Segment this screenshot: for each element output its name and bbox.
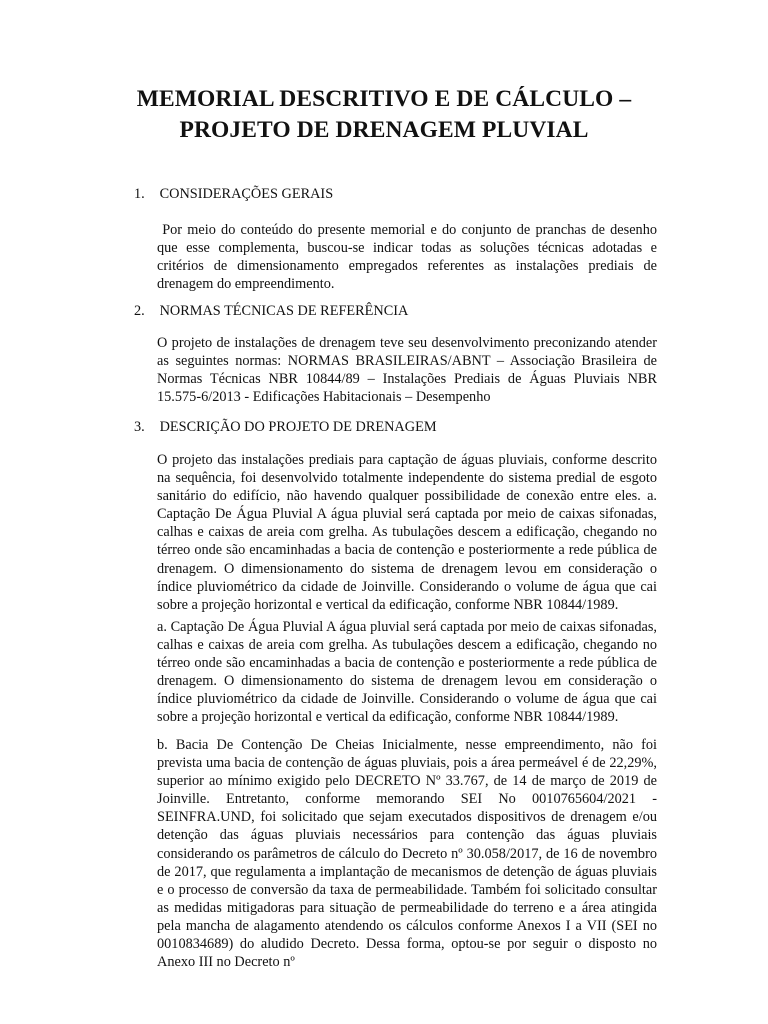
title-line-1: MEMORIAL DESCRITIVO E DE CÁLCULO – [136,86,632,112]
document-title [0,84,768,146]
section-number: 1. [134,186,145,202]
title-line-2: PROJETO DE DRENAGEM PLUVIAL [179,117,589,143]
section-title: NORMAS TÉCNICAS DE REFERÊNCIA [159,303,409,319]
section-title: CONSIDERAÇÕES GERAIS [159,186,334,202]
section-heading-2 [134,302,654,320]
section-number: 3. [134,419,145,435]
section-title: DESCRIÇÃO DO PROJETO DE DRENAGEM [159,419,437,435]
paragraph-3-2: a. Captação De Água Pluvial A água pluvial será captada por meio de caixas sifonadas, calhas e caixas de areia com grelha. As tubulações descem a edificação, chegando no térreo onde são encaminhadas a bacia de contenção e posteriormente a rede pública de drenagem. O dimensionamento do sistema de drenagem levou em consideração o índice pluviométrico da cidade de Joinville. Considerando o volume de água que cai sobre a projeção horizontal e vertical da edificação, conforme NBR 10844/1989. [157,619,657,726]
paragraph-1-1: Por meio do conteúdo do presente memorial e do conjunto de pranchas de desenho que esse complementa, buscou-se indicar todas as soluções técnicas adotadas e critérios de dimensionamento empregados referentes as instalações prediais de drenagem do empreendimento. [157,222,661,293]
paragraph-3-3: b. Bacia De Contenção De Cheias Inicialmente, nesse empreendimento, não foi prevista uma bacia de contenção de águas pluviais, pois a área permeável é de 22,29%, superior ao mínimo exigido pelo DECRETO Nº 33.767, de 14 de março de 2019 de Joinville. Entretanto, conforme memorando SEI No 0010765604/2021 - SEINFRA.UND, foi solicitado que sejam executados dispositivos de drenagem e/ou detenção das águas pluviais necessários para contenção das águas pluviais considerando os parâmetros de cálculo do Decreto nº 30.058/2017, de 16 de novembro de 2017, que regulamenta a implantação de mecanismos de detenção de águas pluviais e o processo de conversão da taxa de permeabilidade. Também foi solicitado consultar as medidas mitigadoras para situação de permeabilidade do terreno e a área atingida pela mancha de alagamento atendendo os cálculos conforme Anexos I a VII (SEI no 0010834689) do aludido Decreto. Dessa forma, optou-se por seguir o disposto no Anexo III no Decreto nº [157,737,657,971]
section-heading-1 [134,185,654,203]
paragraph-3-1: O projeto das instalações prediais para captação de águas pluviais, conforme descrito na sequência, foi desenvolvido totalmente independente do sistema predial de esgoto sanitário do edifício, não havendo qualquer possibilidade de conexão entre eles. a. Captação De Água Pluvial A água pluvial será captada por meio de caixas sifonadas, calhas e caixas de areia com grelha. As tubulações descem a edificação, chegando no térreo onde são encaminhadas a bacia de contenção e posteriormente a rede pública de drenagem. O dimensionamento do sistema de drenagem levou em consideração o índice pluviométrico da cidade de Joinville. Considerando o volume de água que cai sobre a projeção horizontal e vertical da edificação, conforme NBR 10844/1989. [157,452,657,613]
paragraph-2-1: O projeto de instalações de drenagem teve seu desenvolvimento preconizando atender as seguintes normas: NORMAS BRASILEIRAS/ABNT – Associação Brasileira de Normas Técnicas NBR 10844/89 – Instalações Prediais de Águas Pluviais NBR 15.575-6/2013 - Edificações Habitacionais – Desempenho [157,335,657,406]
section-number: 2. [134,303,145,319]
section-heading-3 [134,418,654,436]
